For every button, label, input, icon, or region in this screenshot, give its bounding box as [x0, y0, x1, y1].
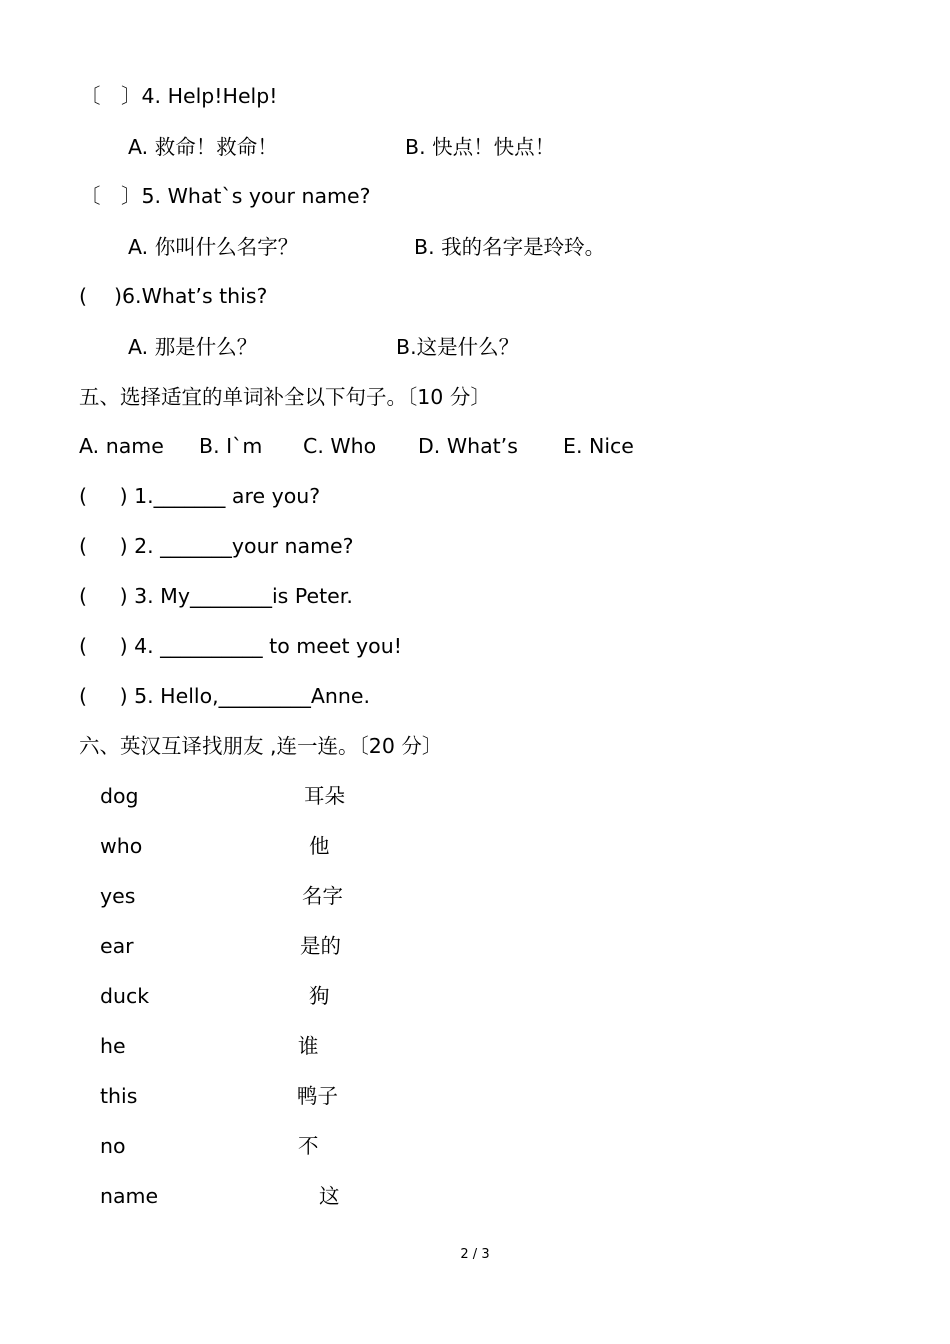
chinese-word: 鸭子	[297, 1084, 338, 1108]
section-6-heading: 六、英汉互译找朋友 ,连一连。〔20 分〕	[79, 734, 443, 758]
choice-c: C. Who	[303, 434, 377, 458]
english-word: ear	[100, 934, 134, 958]
english-word: name	[100, 1184, 159, 1208]
english-word: he	[100, 1034, 126, 1058]
question-4-option-a: A. 救命！救命！	[128, 135, 278, 159]
english-word: who	[100, 834, 143, 858]
english-word: yes	[100, 884, 136, 908]
question-6-option-b: B.这是什么？	[396, 335, 520, 359]
chinese-word: 不	[298, 1134, 319, 1158]
chinese-word: 是的	[300, 934, 341, 958]
chinese-word: 名字	[302, 884, 343, 908]
question-5-option-a: A. 你叫什么名字？	[128, 235, 299, 259]
chinese-word: 耳朵	[304, 784, 345, 808]
page-number: 2 / 3	[460, 1247, 490, 1262]
section-5-heading: 五、选择适宜的单词补全以下句子。〔10 分〕	[79, 385, 491, 409]
question-6-stem: ( )6.What’s this?	[79, 284, 268, 308]
choice-a: A. name	[79, 434, 164, 458]
chinese-word: 狗	[309, 984, 330, 1008]
choice-b: B. I`m	[199, 434, 263, 458]
fill-blank-item-1: ( ) 1._______ are you?	[79, 484, 321, 508]
question-4-option-b: B. 快点！快点！	[405, 135, 556, 159]
question-5-stem: 〔 〕5. What`s your name?	[80, 184, 371, 208]
chinese-word: 他	[309, 834, 330, 858]
question-6-option-a: A. 那是什么？	[128, 335, 258, 359]
chinese-word: 谁	[298, 1034, 319, 1058]
chinese-word: 这	[319, 1184, 340, 1208]
english-word: dog	[100, 784, 139, 808]
fill-blank-item-3: ( ) 3. My________is Peter.	[79, 584, 353, 608]
choice-e: E. Nice	[563, 434, 634, 458]
choice-d: D. What’s	[418, 434, 518, 458]
english-word: this	[100, 1084, 138, 1108]
question-4-stem: 〔 〕4. Help!Help!	[80, 84, 278, 108]
english-word: duck	[100, 984, 150, 1008]
question-5-option-b: B. 我的名字是玲玲。	[414, 235, 606, 259]
fill-blank-item-4: ( ) 4. __________ to meet you!	[79, 634, 402, 658]
english-word: no	[100, 1134, 126, 1158]
fill-blank-item-5: ( ) 5. Hello,_________Anne.	[79, 684, 371, 708]
fill-blank-item-2: ( ) 2. _______your name?	[79, 534, 354, 558]
